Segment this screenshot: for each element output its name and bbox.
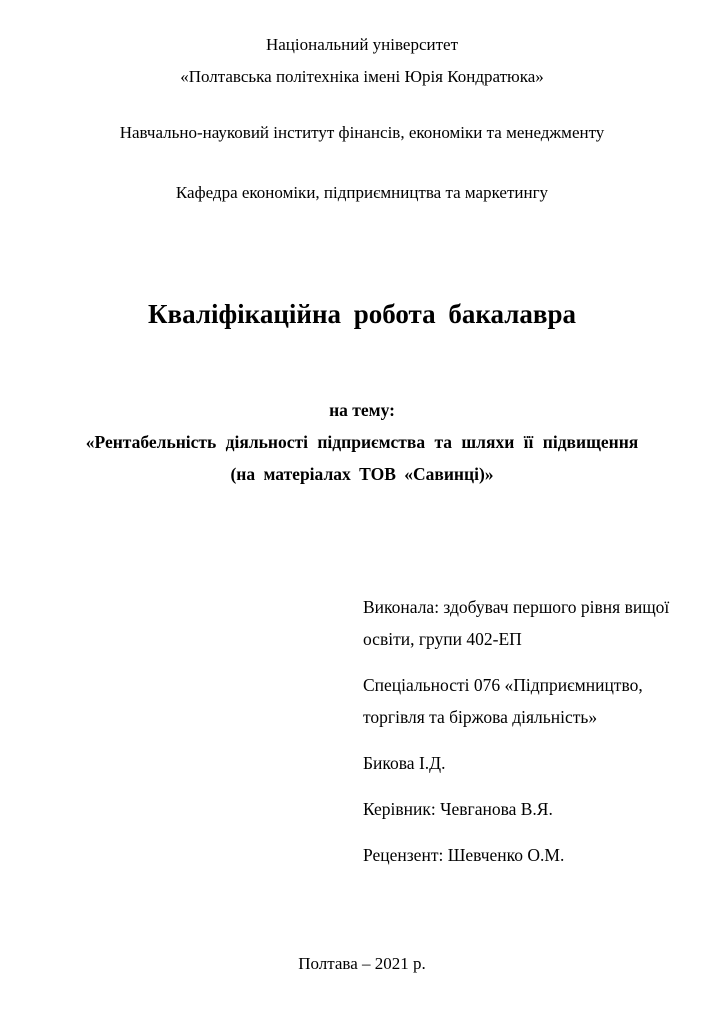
topic-label: на тему: [329,400,395,420]
performed-by-info [363,591,723,655]
reviewer-name: Рецензент: Шевченко О.М. [363,845,565,865]
footer-city-year: Полтава – 2021 р. [298,954,426,973]
topic-title-line1: «Рентабельність діяльності підприємства та шляхи її підвищення [85,432,639,452]
department-name: Кафедра економіки, підприємництва та маркетингу [175,183,549,202]
executor-block [363,591,723,885]
specialty-line2: торгівля та біржова діяльність» [363,707,598,727]
student-name: Бикова І.Д. [363,753,446,773]
supervisor-name: Керівник: Чевганова В.Я. [363,799,553,819]
institute-name: Навчально-науковий інститут фінансів, економіки та менеджменту [119,123,605,142]
specialty-line1: Спеціальності 076 «Підприємництво, [363,675,643,695]
specialty-info [363,669,723,733]
performed-by-line2: освіти, групи 402-ЕП [363,629,522,649]
topic-title-line2: (на матеріалах ТОВ «Савинці)» [230,464,494,484]
university-name-line2: «Полтавська політехніка імені Юрія Кондратюка» [180,67,544,86]
university-name-line1: Національний університет [265,35,459,54]
thesis-title: Кваліфікаційна робота бакалавра [147,299,577,329]
performed-by-line1: Виконала: здобувач першого рівня вищої [363,597,670,617]
